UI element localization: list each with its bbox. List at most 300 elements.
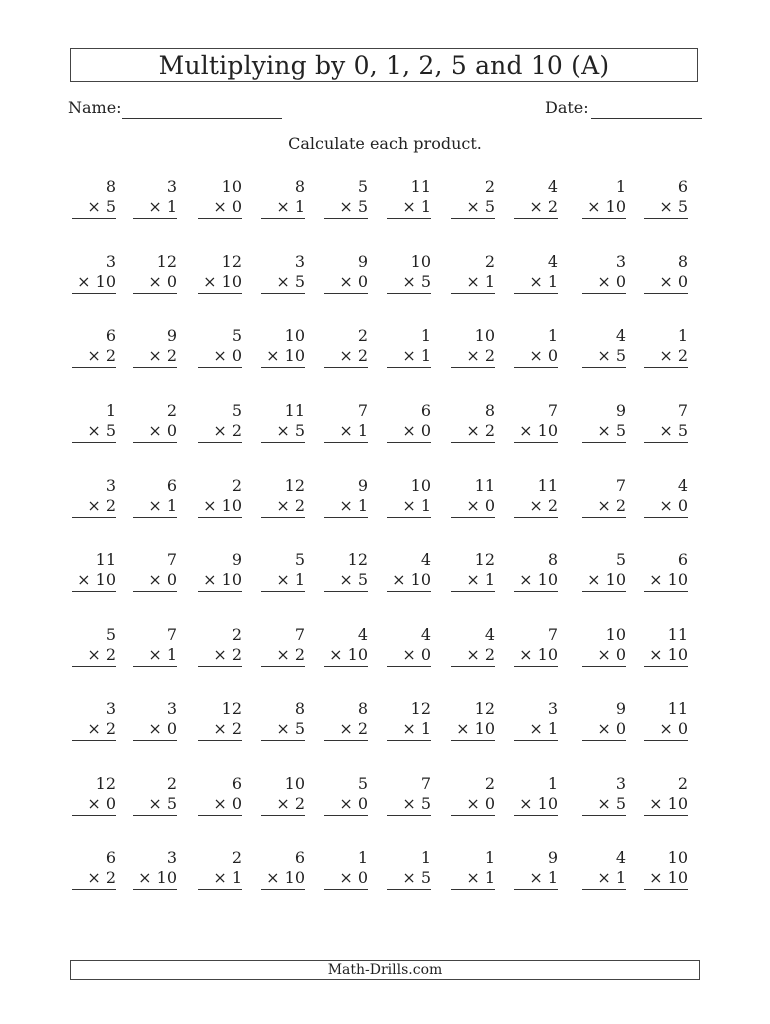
problem — [514, 252, 558, 294]
multiplier: × 2 — [644, 346, 688, 368]
multiplier: × 5 — [387, 794, 431, 816]
problem — [198, 401, 242, 443]
problem — [133, 550, 177, 592]
multiplicand: 8 — [294, 699, 305, 718]
multiplicand: 12 — [347, 550, 368, 569]
multiplier: × 2 — [514, 496, 558, 518]
multiplier: × 0 — [198, 346, 242, 368]
multiplicand: 5 — [294, 550, 305, 569]
multiplicand: 12 — [284, 476, 305, 495]
multiplicand: 9 — [357, 252, 368, 271]
multiplicand: 3 — [294, 252, 305, 271]
problem — [387, 252, 431, 294]
problem — [261, 177, 305, 219]
problem — [72, 177, 116, 219]
problem — [451, 476, 495, 518]
multiplicand: 1 — [547, 326, 558, 345]
multiplier: × 0 — [133, 719, 177, 741]
multiplicand: 1 — [677, 326, 688, 345]
multiplier: × 5 — [261, 421, 305, 443]
multiplier: × 2 — [72, 719, 116, 741]
multiplier: × 2 — [582, 496, 626, 518]
multiplicand: 2 — [677, 774, 688, 793]
multiplier: × 10 — [644, 868, 688, 890]
multiplicand: 10 — [474, 326, 495, 345]
multiplicand: 4 — [484, 625, 495, 644]
multiplier: × 1 — [451, 570, 495, 592]
multiplier: × 0 — [451, 496, 495, 518]
problem — [514, 401, 558, 443]
multiplicand: 3 — [615, 774, 626, 793]
multiplicand: 8 — [357, 699, 368, 718]
multiplicand: 3 — [166, 848, 177, 867]
problem — [324, 550, 368, 592]
multiplier: × 1 — [582, 868, 626, 890]
problem — [582, 326, 626, 368]
multiplier: × 2 — [133, 346, 177, 368]
multiplier: × 1 — [451, 272, 495, 294]
multiplier: × 10 — [514, 570, 558, 592]
problem — [261, 401, 305, 443]
multiplier: × 5 — [387, 868, 431, 890]
multiplier: × 1 — [133, 197, 177, 219]
problem — [133, 699, 177, 741]
multiplier: × 10 — [133, 868, 177, 890]
multiplicand: 4 — [420, 550, 431, 569]
problem — [644, 699, 688, 741]
problem — [261, 625, 305, 667]
multiplier: × 10 — [324, 645, 368, 667]
multiplier: × 10 — [198, 272, 242, 294]
problem — [387, 625, 431, 667]
multiplicand: 2 — [166, 401, 177, 420]
multiplier: × 1 — [133, 496, 177, 518]
multiplicand: 8 — [484, 401, 495, 420]
multiplicand: 2 — [231, 848, 242, 867]
multiplicand: 9 — [357, 476, 368, 495]
multiplicand: 12 — [474, 550, 495, 569]
multiplier: × 0 — [198, 794, 242, 816]
multiplicand: 7 — [420, 774, 431, 793]
problem — [72, 550, 116, 592]
multiplier: × 10 — [451, 719, 495, 741]
multiplier: × 5 — [72, 197, 116, 219]
multiplicand: 4 — [615, 848, 626, 867]
multiplicand: 6 — [105, 848, 116, 867]
multiplier: × 5 — [582, 421, 626, 443]
multiplicand: 5 — [231, 326, 242, 345]
multiplier: × 10 — [261, 868, 305, 890]
multiplicand: 11 — [474, 476, 495, 495]
multiplier: × 10 — [261, 346, 305, 368]
problem — [451, 699, 495, 741]
multiplicand: 1 — [105, 401, 116, 420]
problem — [451, 774, 495, 816]
multiplier: × 1 — [261, 570, 305, 592]
multiplier: × 10 — [72, 570, 116, 592]
multiplicand: 6 — [420, 401, 431, 420]
problem — [133, 401, 177, 443]
multiplicand: 2 — [484, 177, 495, 196]
problem — [582, 401, 626, 443]
multiplicand: 1 — [357, 848, 368, 867]
problem — [133, 774, 177, 816]
problem — [451, 177, 495, 219]
problem — [133, 252, 177, 294]
multiplier: × 1 — [133, 645, 177, 667]
multiplicand: 7 — [677, 401, 688, 420]
multiplier: × 2 — [72, 496, 116, 518]
multiplicand: 1 — [615, 177, 626, 196]
multiplier: × 1 — [451, 868, 495, 890]
multiplicand: 7 — [547, 401, 558, 420]
multiplicand: 10 — [667, 848, 688, 867]
multiplicand: 6 — [231, 774, 242, 793]
multiplier: × 0 — [133, 570, 177, 592]
multiplier: × 2 — [451, 645, 495, 667]
problem — [198, 177, 242, 219]
multiplier: × 0 — [582, 272, 626, 294]
problem — [133, 177, 177, 219]
problem — [72, 699, 116, 741]
problem — [72, 401, 116, 443]
multiplicand: 9 — [547, 848, 558, 867]
multiplier: × 0 — [451, 794, 495, 816]
multiplicand: 10 — [284, 774, 305, 793]
multiplicand: 4 — [547, 252, 558, 271]
problem — [387, 177, 431, 219]
multiplier: × 0 — [387, 645, 431, 667]
problem — [644, 401, 688, 443]
problem — [72, 625, 116, 667]
problem — [261, 252, 305, 294]
problem — [451, 848, 495, 890]
problem — [451, 252, 495, 294]
multiplicand: 7 — [166, 625, 177, 644]
problem — [644, 848, 688, 890]
problem — [261, 848, 305, 890]
multiplier: × 5 — [261, 719, 305, 741]
multiplier: × 5 — [387, 272, 431, 294]
multiplier: × 0 — [582, 645, 626, 667]
multiplicand: 11 — [537, 476, 558, 495]
multiplier: × 1 — [324, 496, 368, 518]
multiplicand: 7 — [294, 625, 305, 644]
multiplicand: 11 — [667, 625, 688, 644]
problem — [261, 476, 305, 518]
problem — [72, 476, 116, 518]
multiplier: × 1 — [387, 719, 431, 741]
multiplicand: 10 — [410, 252, 431, 271]
multiplier: × 5 — [582, 346, 626, 368]
multiplicand: 12 — [221, 699, 242, 718]
multiplicand: 12 — [410, 699, 431, 718]
multiplicand: 3 — [105, 699, 116, 718]
multiplier: × 10 — [644, 570, 688, 592]
problem — [644, 774, 688, 816]
problem — [387, 326, 431, 368]
multiplicand: 5 — [357, 774, 368, 793]
multiplier: × 2 — [198, 421, 242, 443]
multiplier: × 2 — [261, 496, 305, 518]
problem — [582, 476, 626, 518]
problem — [644, 550, 688, 592]
multiplier: × 10 — [514, 421, 558, 443]
multiplicand: 8 — [105, 177, 116, 196]
multiplicand: 3 — [166, 699, 177, 718]
multiplier: × 2 — [324, 346, 368, 368]
problem — [324, 848, 368, 890]
multiplicand: 5 — [105, 625, 116, 644]
multiplier: × 0 — [198, 197, 242, 219]
multiplier: × 2 — [451, 346, 495, 368]
problem — [582, 699, 626, 741]
problem — [72, 326, 116, 368]
multiplier: × 5 — [451, 197, 495, 219]
multiplier: × 5 — [644, 197, 688, 219]
multiplier: × 2 — [72, 645, 116, 667]
multiplicand: 10 — [410, 476, 431, 495]
multiplier: × 0 — [133, 421, 177, 443]
problem — [324, 252, 368, 294]
multiplier: × 0 — [133, 272, 177, 294]
problem — [644, 326, 688, 368]
multiplier: × 2 — [451, 421, 495, 443]
multiplicand: 2 — [484, 252, 495, 271]
multiplicand: 11 — [95, 550, 116, 569]
multiplier: × 10 — [514, 794, 558, 816]
problem — [451, 550, 495, 592]
multiplier: × 2 — [72, 868, 116, 890]
problem — [324, 625, 368, 667]
problem — [582, 177, 626, 219]
problem — [198, 326, 242, 368]
problem — [198, 625, 242, 667]
problem — [324, 177, 368, 219]
multiplicand: 10 — [284, 326, 305, 345]
date-label: Date: — [545, 98, 589, 117]
multiplier: × 5 — [261, 272, 305, 294]
problem — [198, 550, 242, 592]
multiplicand: 5 — [615, 550, 626, 569]
problem — [387, 401, 431, 443]
problem — [644, 625, 688, 667]
multiplier: × 1 — [324, 421, 368, 443]
problem — [387, 848, 431, 890]
multiplier: × 0 — [387, 421, 431, 443]
problem — [324, 699, 368, 741]
multiplier: × 10 — [198, 496, 242, 518]
multiplicand: 6 — [677, 177, 688, 196]
multiplicand: 7 — [357, 401, 368, 420]
multiplicand: 7 — [615, 476, 626, 495]
multiplicand: 8 — [677, 252, 688, 271]
problem — [451, 401, 495, 443]
multiplicand: 5 — [231, 401, 242, 420]
multiplier: × 0 — [514, 346, 558, 368]
multiplier: × 10 — [644, 794, 688, 816]
problem — [514, 476, 558, 518]
multiplier: × 5 — [324, 197, 368, 219]
multiplicand: 6 — [166, 476, 177, 495]
problem — [514, 625, 558, 667]
problem — [133, 625, 177, 667]
multiplicand: 2 — [166, 774, 177, 793]
name-label: Name: — [68, 98, 122, 117]
multiplicand: 3 — [105, 476, 116, 495]
multiplicand: 2 — [357, 326, 368, 345]
multiplier: × 2 — [514, 197, 558, 219]
problem — [198, 252, 242, 294]
multiplicand: 8 — [294, 177, 305, 196]
multiplier: × 10 — [72, 272, 116, 294]
problem — [582, 774, 626, 816]
multiplier: × 5 — [324, 570, 368, 592]
multiplier: × 2 — [198, 719, 242, 741]
multiplicand: 12 — [95, 774, 116, 793]
problem — [324, 476, 368, 518]
multiplicand: 9 — [615, 401, 626, 420]
problem — [72, 252, 116, 294]
multiplicand: 4 — [547, 177, 558, 196]
multiplicand: 10 — [221, 177, 242, 196]
problem — [514, 326, 558, 368]
multiplier: × 10 — [582, 570, 626, 592]
problem — [324, 326, 368, 368]
multiplier: × 1 — [514, 719, 558, 741]
multiplier: × 5 — [133, 794, 177, 816]
worksheet-title: Multiplying by 0, 1, 2, 5 and 10 (A) — [70, 48, 698, 82]
multiplicand: 3 — [615, 252, 626, 271]
problem — [514, 774, 558, 816]
multiplicand: 7 — [166, 550, 177, 569]
problem — [514, 177, 558, 219]
problem — [644, 177, 688, 219]
problem — [387, 476, 431, 518]
multiplicand: 4 — [357, 625, 368, 644]
multiplicand: 12 — [474, 699, 495, 718]
multiplier: × 10 — [582, 197, 626, 219]
multiplicand: 11 — [284, 401, 305, 420]
multiplier: × 0 — [582, 719, 626, 741]
problem — [261, 699, 305, 741]
multiplicand: 4 — [420, 625, 431, 644]
problem — [72, 848, 116, 890]
problem — [133, 326, 177, 368]
instructions: Calculate each product. — [288, 134, 482, 153]
multiplier: × 10 — [198, 570, 242, 592]
multiplicand: 3 — [166, 177, 177, 196]
multiplicand: 4 — [677, 476, 688, 495]
multiplicand: 9 — [615, 699, 626, 718]
multiplicand: 1 — [484, 848, 495, 867]
problem — [133, 476, 177, 518]
multiplier: × 2 — [261, 794, 305, 816]
multiplier: × 2 — [324, 719, 368, 741]
problem — [198, 774, 242, 816]
problem — [72, 774, 116, 816]
multiplicand: 6 — [105, 326, 116, 345]
problem — [582, 625, 626, 667]
multiplicand: 4 — [615, 326, 626, 345]
problem — [387, 550, 431, 592]
multiplicand: 3 — [105, 252, 116, 271]
multiplier: × 0 — [644, 496, 688, 518]
problem — [582, 252, 626, 294]
multiplicand: 5 — [357, 177, 368, 196]
multiplier: × 5 — [582, 794, 626, 816]
multiplier: × 5 — [72, 421, 116, 443]
multiplicand: 11 — [667, 699, 688, 718]
problem — [324, 401, 368, 443]
multiplier: × 0 — [324, 272, 368, 294]
problem — [451, 326, 495, 368]
multiplicand: 6 — [294, 848, 305, 867]
multiplicand: 1 — [547, 774, 558, 793]
problem — [582, 848, 626, 890]
problem — [514, 550, 558, 592]
problem — [324, 774, 368, 816]
problem — [514, 848, 558, 890]
multiplicand: 8 — [547, 550, 558, 569]
multiplier: × 1 — [514, 868, 558, 890]
multiplicand: 1 — [420, 326, 431, 345]
multiplier: × 10 — [514, 645, 558, 667]
problem — [514, 699, 558, 741]
multiplicand: 12 — [221, 252, 242, 271]
problem — [261, 326, 305, 368]
multiplier: × 0 — [72, 794, 116, 816]
multiplier: × 2 — [72, 346, 116, 368]
multiplier: × 2 — [261, 645, 305, 667]
multiplicand: 12 — [156, 252, 177, 271]
multiplier: × 10 — [387, 570, 431, 592]
multiplicand: 9 — [231, 550, 242, 569]
multiplicand: 3 — [547, 699, 558, 718]
problem — [644, 252, 688, 294]
problem — [261, 774, 305, 816]
multiplicand: 11 — [410, 177, 431, 196]
multiplier: × 10 — [644, 645, 688, 667]
multiplicand: 9 — [166, 326, 177, 345]
multiplicand: 1 — [420, 848, 431, 867]
problem — [133, 848, 177, 890]
problem — [198, 848, 242, 890]
multiplicand: 2 — [484, 774, 495, 793]
multiplier: × 0 — [324, 868, 368, 890]
multiplicand: 7 — [547, 625, 558, 644]
multiplicand: 10 — [605, 625, 626, 644]
multiplicand: 2 — [231, 625, 242, 644]
problem — [387, 699, 431, 741]
multiplicand: 2 — [231, 476, 242, 495]
problem — [261, 550, 305, 592]
multiplier: × 0 — [324, 794, 368, 816]
multiplier: × 1 — [261, 197, 305, 219]
footer: Math-Drills.com — [70, 960, 700, 980]
multiplicand: 6 — [677, 550, 688, 569]
multiplier: × 1 — [198, 868, 242, 890]
multiplier: × 5 — [644, 421, 688, 443]
multiplier: × 0 — [644, 719, 688, 741]
problem — [582, 550, 626, 592]
problem — [451, 625, 495, 667]
multiplier: × 1 — [514, 272, 558, 294]
multiplier: × 1 — [387, 496, 431, 518]
problem — [198, 476, 242, 518]
multiplier: × 2 — [198, 645, 242, 667]
problem — [644, 476, 688, 518]
